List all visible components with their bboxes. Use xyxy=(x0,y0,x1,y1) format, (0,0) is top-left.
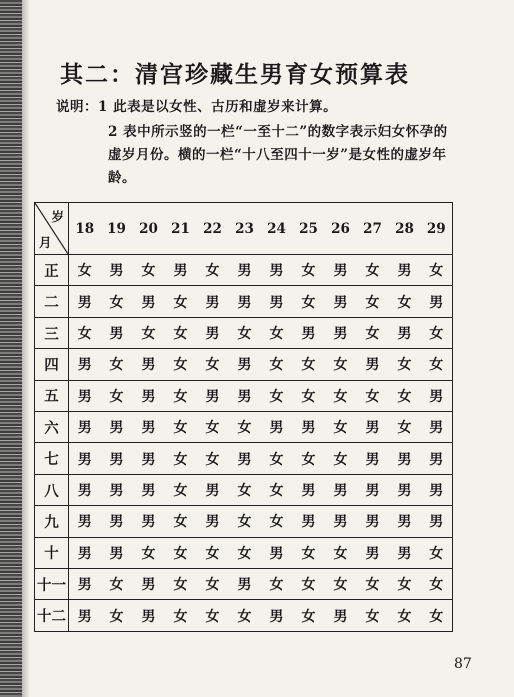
gender-cell: 男 xyxy=(133,412,165,443)
year-header: 23 xyxy=(229,203,261,255)
gender-cell: 女 xyxy=(229,537,261,568)
gender-cell: 男 xyxy=(69,443,101,474)
table-row xyxy=(35,569,453,600)
gender-cell: 男 xyxy=(69,506,101,537)
table-row xyxy=(35,349,453,380)
month-label: 七 xyxy=(35,443,69,474)
year-header: 28 xyxy=(389,203,421,255)
table-row xyxy=(35,317,453,348)
gender-cell: 男 xyxy=(261,412,293,443)
gender-cell: 男 xyxy=(389,506,421,537)
gender-cell: 女 xyxy=(229,506,261,537)
note-line-2: 2 表中所示竖的一栏“一至十二”的数字表示妇女怀孕的虚岁月份。横的一栏“十八至四十一岁”是女性的虚岁年龄。 xyxy=(108,124,448,186)
gender-cell: 男 xyxy=(197,380,229,411)
gender-cell: 女 xyxy=(261,569,293,600)
gender-cell: 女 xyxy=(165,443,197,474)
gender-cell: 男 xyxy=(101,317,133,348)
gender-cell: 男 xyxy=(389,443,421,474)
gender-cell: 女 xyxy=(101,569,133,600)
gender-cell: 女 xyxy=(357,286,389,317)
month-label: 二 xyxy=(35,286,69,317)
year-header: 27 xyxy=(357,203,389,255)
gender-cell: 男 xyxy=(101,255,133,286)
gender-cell: 女 xyxy=(133,537,165,568)
gender-cell: 男 xyxy=(325,286,357,317)
gender-cell: 女 xyxy=(421,600,453,632)
corner-label-age: 岁 xyxy=(51,209,64,224)
year-header: 20 xyxy=(133,203,165,255)
gender-cell: 男 xyxy=(69,349,101,380)
gender-cell: 男 xyxy=(357,412,389,443)
gender-cell: 男 xyxy=(101,474,133,505)
gender-cell: 女 xyxy=(293,569,325,600)
month-label: 十一 xyxy=(35,569,69,600)
gender-cell: 男 xyxy=(133,286,165,317)
gender-cell: 男 xyxy=(293,474,325,505)
page-number: 87 xyxy=(454,656,472,672)
gender-cell: 男 xyxy=(101,412,133,443)
gender-cell: 女 xyxy=(69,255,101,286)
gender-cell: 女 xyxy=(389,412,421,443)
gender-cell: 男 xyxy=(69,600,101,632)
table-header-row xyxy=(35,203,453,255)
gender-cell: 男 xyxy=(293,412,325,443)
table-row xyxy=(35,474,453,505)
gender-cell: 男 xyxy=(261,286,293,317)
gender-cell: 男 xyxy=(133,349,165,380)
year-header: 18 xyxy=(69,203,101,255)
gender-cell: 男 xyxy=(421,286,453,317)
gender-cell: 男 xyxy=(293,506,325,537)
gender-cell: 女 xyxy=(293,537,325,568)
table-row xyxy=(35,380,453,411)
gender-cell: 女 xyxy=(261,443,293,474)
gender-cell: 女 xyxy=(325,537,357,568)
gender-cell: 女 xyxy=(229,600,261,632)
gender-cell: 女 xyxy=(421,255,453,286)
gender-cell: 女 xyxy=(197,600,229,632)
gender-cell: 男 xyxy=(69,380,101,411)
gender-cell: 男 xyxy=(69,569,101,600)
gender-cell: 女 xyxy=(165,380,197,411)
gender-cell: 女 xyxy=(357,255,389,286)
gender-cell: 男 xyxy=(325,600,357,632)
gender-cell: 男 xyxy=(421,506,453,537)
gender-cell: 男 xyxy=(197,474,229,505)
gender-cell: 男 xyxy=(165,255,197,286)
gender-cell: 女 xyxy=(325,380,357,411)
gender-cell: 女 xyxy=(197,569,229,600)
page-title: 其二：清宫珍藏生男育女预算表 xyxy=(60,61,410,88)
gender-cell: 女 xyxy=(357,569,389,600)
gender-cell: 女 xyxy=(261,506,293,537)
gender-cell: 男 xyxy=(357,474,389,505)
gender-cell: 男 xyxy=(197,506,229,537)
gender-cell: 男 xyxy=(421,443,453,474)
gender-cell: 男 xyxy=(197,286,229,317)
gender-cell: 女 xyxy=(229,412,261,443)
gender-cell: 女 xyxy=(165,537,197,568)
gender-cell: 女 xyxy=(421,349,453,380)
month-label: 八 xyxy=(35,474,69,505)
gender-cell: 女 xyxy=(197,537,229,568)
gender-cell: 男 xyxy=(357,506,389,537)
gender-cell: 女 xyxy=(165,412,197,443)
gender-cell: 女 xyxy=(229,317,261,348)
note-line-1: 说明：1 此表是以女性、古历和虚岁来计算。 xyxy=(56,99,338,115)
gender-cell: 女 xyxy=(165,600,197,632)
month-label: 五 xyxy=(35,380,69,411)
gender-prediction-table xyxy=(34,202,453,632)
gender-cell: 女 xyxy=(165,349,197,380)
gender-cell: 女 xyxy=(197,349,229,380)
gender-cell: 女 xyxy=(133,255,165,286)
table-row xyxy=(35,286,453,317)
gender-cell: 男 xyxy=(229,286,261,317)
gender-cell: 女 xyxy=(357,380,389,411)
year-header: 26 xyxy=(325,203,357,255)
gender-cell: 女 xyxy=(389,286,421,317)
gender-cell: 女 xyxy=(261,349,293,380)
gender-cell: 女 xyxy=(229,474,261,505)
gender-cell: 女 xyxy=(389,349,421,380)
gender-cell: 女 xyxy=(197,412,229,443)
gender-cell: 男 xyxy=(261,600,293,632)
gender-cell: 女 xyxy=(389,380,421,411)
gender-cell: 男 xyxy=(133,569,165,600)
gender-cell: 男 xyxy=(357,537,389,568)
gender-cell: 男 xyxy=(133,474,165,505)
table-row xyxy=(35,412,453,443)
gender-cell: 男 xyxy=(389,537,421,568)
table-row xyxy=(35,506,453,537)
month-label: 三 xyxy=(35,317,69,348)
gender-cell: 女 xyxy=(325,412,357,443)
gender-cell: 女 xyxy=(101,286,133,317)
gender-cell: 男 xyxy=(197,317,229,348)
month-label: 十 xyxy=(35,537,69,568)
gender-cell: 女 xyxy=(165,317,197,348)
gender-cell: 女 xyxy=(421,569,453,600)
gender-cell: 男 xyxy=(421,380,453,411)
gender-cell: 男 xyxy=(69,412,101,443)
gender-cell: 男 xyxy=(133,380,165,411)
year-header: 21 xyxy=(165,203,197,255)
gender-cell: 男 xyxy=(389,255,421,286)
gender-cell: 男 xyxy=(133,506,165,537)
gender-cell: 女 xyxy=(357,317,389,348)
gender-cell: 女 xyxy=(261,317,293,348)
month-label: 六 xyxy=(35,412,69,443)
gender-cell: 男 xyxy=(229,255,261,286)
gender-cell: 女 xyxy=(325,349,357,380)
gender-cell: 男 xyxy=(69,537,101,568)
gender-cell: 女 xyxy=(261,380,293,411)
gender-cell: 男 xyxy=(229,443,261,474)
gender-cell: 男 xyxy=(357,349,389,380)
month-label: 正 xyxy=(35,255,69,286)
gender-cell: 女 xyxy=(69,317,101,348)
gender-cell: 女 xyxy=(325,569,357,600)
gender-cell: 女 xyxy=(165,474,197,505)
gender-cell: 女 xyxy=(293,349,325,380)
month-label: 九 xyxy=(35,506,69,537)
table-row xyxy=(35,537,453,568)
gender-cell: 男 xyxy=(261,255,293,286)
gender-cell: 女 xyxy=(197,255,229,286)
gender-cell: 女 xyxy=(101,600,133,632)
gender-cell: 男 xyxy=(101,537,133,568)
gender-cell: 女 xyxy=(389,600,421,632)
gender-cell: 男 xyxy=(389,317,421,348)
table-row xyxy=(35,443,453,474)
year-header: 19 xyxy=(101,203,133,255)
gender-cell: 男 xyxy=(69,474,101,505)
gender-cell: 男 xyxy=(325,255,357,286)
table-corner-cell xyxy=(35,203,69,255)
gender-cell: 男 xyxy=(133,443,165,474)
gender-cell: 女 xyxy=(421,537,453,568)
gender-cell: 女 xyxy=(101,380,133,411)
gender-cell: 男 xyxy=(229,349,261,380)
gender-cell: 女 xyxy=(165,506,197,537)
corner-label-month: 月 xyxy=(39,235,52,250)
year-header: 29 xyxy=(421,203,453,255)
gender-cell: 女 xyxy=(357,600,389,632)
year-header: 24 xyxy=(261,203,293,255)
gender-cell: 男 xyxy=(69,286,101,317)
gender-cell: 女 xyxy=(197,443,229,474)
gender-cell: 男 xyxy=(357,443,389,474)
gender-cell: 男 xyxy=(389,474,421,505)
gender-cell: 男 xyxy=(101,443,133,474)
gender-cell: 男 xyxy=(101,506,133,537)
gender-cell: 女 xyxy=(293,443,325,474)
gender-cell: 女 xyxy=(293,255,325,286)
gender-cell: 女 xyxy=(101,349,133,380)
gender-cell: 女 xyxy=(293,286,325,317)
book-spine-edge xyxy=(0,0,22,697)
year-header: 25 xyxy=(293,203,325,255)
gender-cell: 女 xyxy=(165,286,197,317)
month-label: 十二 xyxy=(35,600,69,632)
gender-cell: 女 xyxy=(293,600,325,632)
gender-cell: 女 xyxy=(325,443,357,474)
gender-cell: 男 xyxy=(421,474,453,505)
gender-cell: 女 xyxy=(133,317,165,348)
gender-cell: 女 xyxy=(421,317,453,348)
gender-cell: 女 xyxy=(261,474,293,505)
gender-cell: 男 xyxy=(325,474,357,505)
gender-cell: 男 xyxy=(261,537,293,568)
month-label: 四 xyxy=(35,349,69,380)
gender-cell: 男 xyxy=(229,380,261,411)
gender-cell: 男 xyxy=(229,569,261,600)
year-header: 22 xyxy=(197,203,229,255)
table-row xyxy=(35,600,453,632)
gender-cell: 女 xyxy=(389,569,421,600)
gender-cell: 男 xyxy=(293,317,325,348)
gender-cell: 女 xyxy=(293,380,325,411)
gender-cell: 男 xyxy=(133,600,165,632)
table-row xyxy=(35,255,453,286)
gender-cell: 男 xyxy=(421,412,453,443)
gender-cell: 男 xyxy=(325,506,357,537)
gender-cell: 女 xyxy=(165,569,197,600)
gender-cell: 男 xyxy=(325,317,357,348)
